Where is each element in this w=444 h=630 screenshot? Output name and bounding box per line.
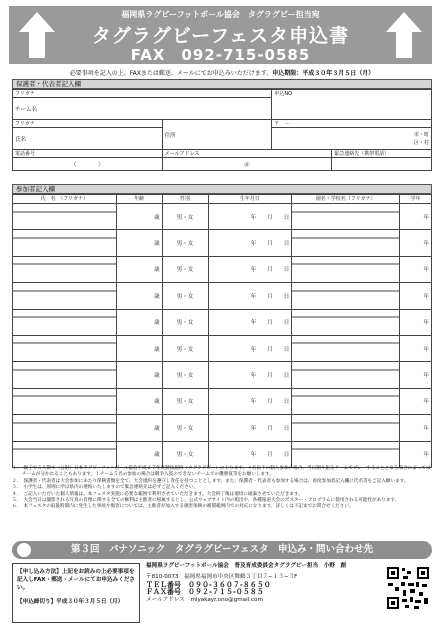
email-field[interactable] [162,158,332,171]
participant-age-text: 歳 [154,241,160,248]
participant-grade-text: 年 [423,399,429,406]
participant-gender-text: 男・女 [176,241,194,248]
participant-row [13,230,432,256]
contact-info [146,563,376,604]
participant-grade-field[interactable] [400,256,432,282]
participant-age-field[interactable] [116,362,162,388]
participant-birth-field[interactable] [208,204,292,230]
application-no-field[interactable] [272,90,432,120]
participant-name-field[interactable] [13,335,117,361]
participant-name-field[interactable] [13,309,117,335]
participant-row [13,256,432,282]
contact-email: メールアドレス miyakayr.ono@gmail.com [146,596,263,603]
participant-birth-text: 年 月 日 [250,293,290,300]
header-banner [9,6,432,64]
participant-age-text: 歳 [154,267,160,274]
col-name-header: 氏 名 （フリガナ） [13,195,117,204]
name-label: 氏名 [15,136,27,143]
participant-age-field[interactable] [116,230,162,256]
participant-school-field[interactable] [292,256,400,282]
application-no-label: 申込NO [274,91,293,97]
participant-age-field[interactable] [116,204,162,230]
participant-gender-text: 男・女 [176,293,194,300]
participant-birth-text: 年 月 日 [250,267,290,274]
contact-address: 〒810-0073 福岡県福岡市中央区舞鶴３丁目７−１３−３F [146,574,298,581]
participant-gender-text: 男・女 [176,320,194,327]
participant-gender-field[interactable] [162,415,208,441]
section-guardian-header: 保護者・代表者記入欄 [12,79,432,89]
participant-grade-text: 年 [423,425,429,432]
participant-birth-text: 年 月 日 [250,214,290,221]
participant-grade-field[interactable] [400,204,432,230]
participant-birth-field[interactable] [208,283,292,309]
furigana-label: フリガナ [13,90,272,98]
participant-gender-field[interactable] [162,283,208,309]
participant-age-text: 歳 [154,346,160,353]
participant-grade-field[interactable] [400,283,432,309]
participant-grade-text: 年 [423,267,429,274]
participant-age-field[interactable] [116,335,162,361]
participant-name-field[interactable] [13,204,117,230]
participant-grade-text: 年 [423,241,429,248]
participant-birth-field[interactable] [208,256,292,282]
participant-gender-field[interactable] [162,309,208,335]
note-item: ４． ご記入いただいた個人情報は、本フェスタ実施に必要な範囲で利用させていただきます。大会終了後は適切に破棄させていただきます。 [12,491,303,497]
participant-school-field[interactable] [292,230,400,256]
participant-age-text: 歳 [154,452,160,459]
organization-label: 福岡県ラグビーフットボール協会 タグラグビー担当宛 [121,10,320,19]
address-field[interactable] [272,128,432,150]
participant-birth-text: 年 月 日 [250,241,290,248]
participant-grade-field[interactable] [400,335,432,361]
participant-school-field[interactable] [292,388,400,414]
participant-birth-field[interactable] [208,415,292,441]
participant-row [13,415,432,441]
participant-grade-field[interactable] [400,362,432,388]
participant-school-field[interactable] [292,441,400,467]
participant-birth-text: 年 月 日 [250,320,290,327]
participant-gender-text: 男・女 [176,214,194,221]
col-birth-header: 生年月日 [208,195,292,204]
ward-label: 区・村 [413,140,429,146]
participant-grade-field[interactable] [400,441,432,467]
participant-gender-field[interactable] [162,204,208,230]
application-deadline-text: 【申込締切り】平成３０年３月５日（月） [17,599,124,605]
note-item: ５． 大会当日は撮影される写真の肖像に関する全ての権利は主催者に帰属するとし、公式ウェブサイト内の掲出や、各種報道大会のポスター・プログラムに使用される可能性があります。 [12,498,400,504]
participant-grade-field[interactable] [400,309,432,335]
participant-gender-field[interactable] [162,230,208,256]
participant-name-field[interactable] [13,230,117,256]
col-school-header: 園名・学校名（フリガナ） [292,195,400,204]
contact-tel: ＴＥＬ番号 ０９０-３６０７-８６５０ [146,580,271,589]
participant-age-field[interactable] [116,388,162,414]
participant-age-text: 歳 [154,399,160,406]
participant-age-text: 歳 [154,293,160,300]
participant-gender-text: 男・女 [176,399,194,406]
participant-grade-text: 年 [423,214,429,221]
application-method-text: 【申し込み方法】上記をお読みの上必要事項を記入しFAX・郵送・メールにてお申込みください。 [17,569,135,591]
contact-organization: 福岡県ラグビーフットボール協会 普及育成委員会タグラグビー担当 小野 創 [146,563,347,569]
participant-age-field[interactable] [116,309,162,335]
participant-grade-field[interactable] [400,230,432,256]
instructions-text: 必要事項を記入の上、FAXまたは郵送、メールにてお申込みいただけます。 [69,70,273,77]
participant-row [13,204,432,230]
participant-birth-field[interactable] [208,441,292,467]
email-label: メールアドレス [162,150,332,158]
participant-gender-text: 男・女 [176,346,194,353]
note-item: ３． 小学生は、原則に学は県内の連絡いたしますので緊急連絡先は必ずご記入ください。 [12,485,199,491]
participant-school-field[interactable] [292,335,400,361]
city-label: 市・町 [413,132,429,138]
participant-gender-field[interactable] [162,335,208,361]
participant-grade-field[interactable] [400,415,432,441]
participant-gender-text: 男・女 [176,267,194,274]
participant-grade-text: 年 [423,346,429,353]
bullet-icon [17,543,31,557]
participant-grade-text: 年 [423,320,429,327]
participant-grade-text: 年 [423,373,429,380]
participant-row [13,335,432,361]
form-title: タグラグビーフェスタ申込書 [91,25,350,47]
application-method-box [12,563,140,623]
participant-name-field[interactable] [13,283,117,309]
participant-age-field[interactable] [116,441,162,467]
emergency-label: 緊急連絡先（携帯電話） [332,150,432,158]
participant-name-field[interactable] [13,441,117,467]
participant-birth-field[interactable] [208,388,292,414]
participant-row [13,283,432,309]
participant-age-text: 歳 [154,425,160,432]
participant-age-text: 歳 [154,373,160,380]
note-item: １． 親子で５人制で（公財）日本ラグビーフットボール協会平成２７年度競技規則（タグラグビー）に上ります。４名以下の個人参加の場合、当日割り振るチームでプレーすることとなる場合によってはチームが分かれることもあります。１チーム５名の参加の場合は競争入賞のできないチームでの優勝賞等をお願いします。 [12,466,431,478]
participant-name-field[interactable] [13,256,117,282]
participant-row [13,309,432,335]
team-name-label: チーム名 [15,106,38,113]
phone-field[interactable] [13,158,163,171]
participant-birth-field[interactable] [208,335,292,361]
participant-gender-field[interactable] [162,256,208,282]
participant-school-field[interactable] [292,415,400,441]
participant-name-field[interactable] [13,388,117,414]
participant-birth-field[interactable] [208,230,292,256]
participant-header-row [13,195,432,204]
participant-age-text: 歳 [154,320,160,327]
participant-age-field[interactable] [116,283,162,309]
participant-row [13,362,432,388]
participant-school-field[interactable] [292,362,400,388]
participant-name-field[interactable] [13,415,117,441]
participant-birth-field[interactable] [208,309,292,335]
participant-name-field[interactable] [13,362,117,388]
phone-paren: （ ） [70,162,104,168]
note-item: ２． 保護者・代表者は大会参加にあたり保険書類を全て、大会規約を遵守し責任を持つこととします。また、保護者・代表者も参加する場合は、再度参加者記入欄に氏名等をご記入願います。 [12,478,409,484]
participant-grade-text: 年 [423,293,429,300]
participant-school-field[interactable] [292,204,400,230]
participant-row [13,441,432,467]
participant-birth-text: 年 月 日 [250,346,290,353]
contact-fax: ＦＡＸ番号 ０９２-７１５-０５８５ [146,588,264,597]
col-grade-header: 学年 [400,195,432,204]
section-participant-header: 参加者記入欄 [12,184,432,194]
participant-age-text: 歳 [154,214,160,221]
participant-school-field[interactable] [292,283,400,309]
at-mark: ＠ [244,162,250,168]
participant-birth-text: 年 月 日 [250,399,290,406]
participant-row [13,388,432,414]
participant-birth-text: 年 月 日 [250,373,290,380]
address-label: 住所 [162,120,272,150]
participant-age-field[interactable] [116,256,162,282]
participant-birth-text: 年 月 日 [250,425,290,432]
participant-gender-field[interactable] [162,388,208,414]
instructions [10,68,434,77]
qr-code-icon[interactable] [386,566,430,610]
contact-banner [12,541,432,559]
participant-grade-field[interactable] [400,388,432,414]
fax-number: FAX 092-715-0585 [130,46,311,64]
guardian-table [12,89,432,171]
notes-section [12,466,432,511]
postal-code-field[interactable] [272,120,432,128]
postal-mark: 〒 － [274,121,290,127]
participant-table [12,194,432,468]
participant-birth-field[interactable] [208,362,292,388]
participant-age-field[interactable] [116,415,162,441]
team-name-field[interactable] [13,98,272,120]
phone-label: 電話番号 [13,150,163,158]
participant-gender-text: 男・女 [176,373,194,380]
participant-birth-text: 年 月 日 [250,452,290,459]
col-gender-header: 性別 [162,195,208,204]
contact-banner-text: 第３回 パナソニック タグラグビーフェスタ 申込み・問い合わせ先 [70,544,373,555]
participant-gender-field[interactable] [162,362,208,388]
participant-gender-field[interactable] [162,441,208,467]
participant-school-field[interactable] [292,309,400,335]
furigana-label: フリガナ [13,120,163,128]
participant-gender-text: 男・女 [176,425,194,432]
participant-gender-text: 男・女 [176,452,194,459]
deadline-text: 申込期限：平成３０年３月５日（月） [272,70,375,77]
name-field[interactable] [13,128,163,150]
note-item: ６． 本フェスタの取扱時間内に発生した事故や傷害については、主催者が加入する損害保険の補償範囲内での対応になります。詳しくは下記までお問合せください。 [12,504,354,510]
emergency-field[interactable] [332,158,432,171]
participant-grade-text: 年 [423,452,429,459]
col-age-header: 年齢 [116,195,162,204]
